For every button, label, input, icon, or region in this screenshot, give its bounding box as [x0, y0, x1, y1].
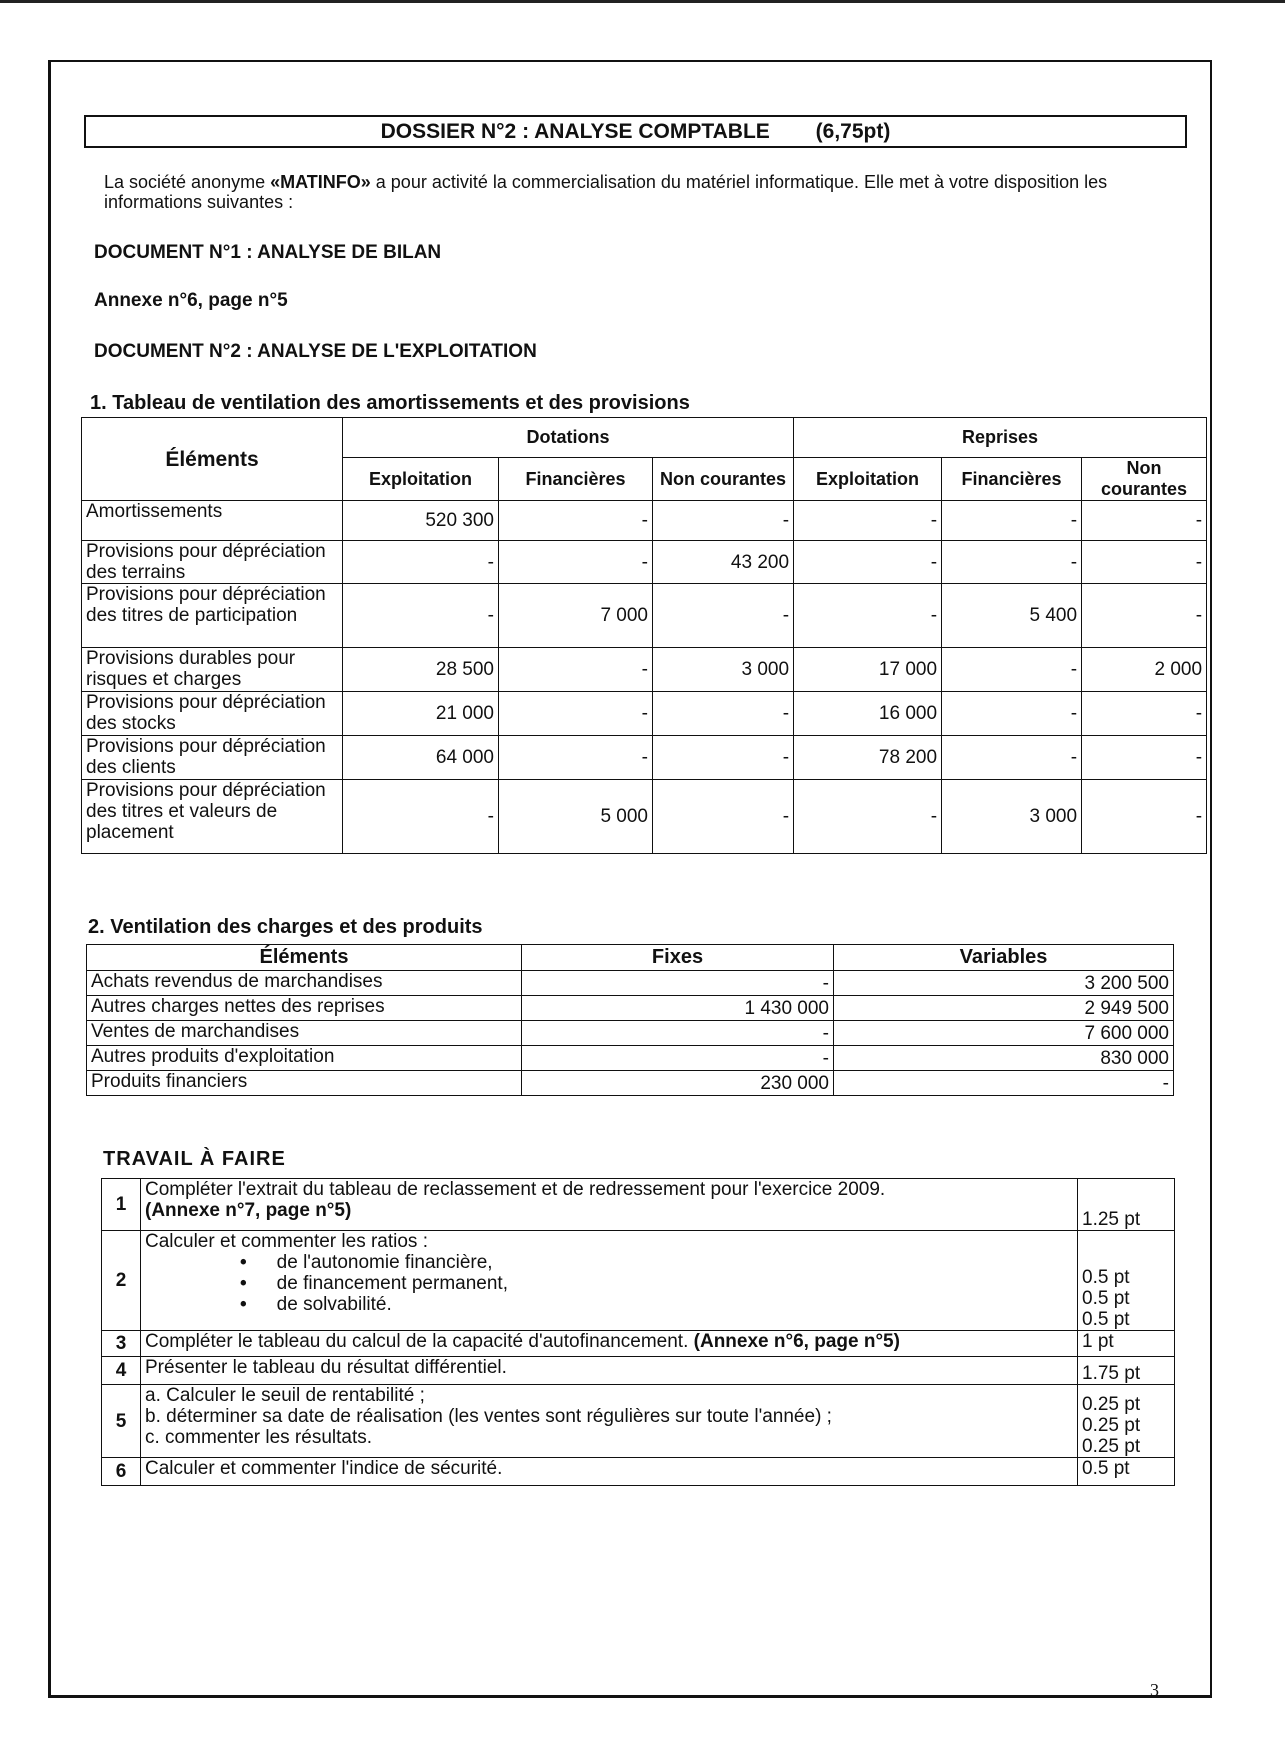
task-number: 5 [102, 1385, 141, 1458]
task-row [102, 1385, 1175, 1458]
task-text [141, 1331, 1078, 1357]
cell-fixes: - [522, 971, 834, 996]
intro-paragraph [104, 172, 1164, 212]
row-label: Provisions pour dépréciation des terrains [82, 541, 343, 584]
intro-text: La société anonyme [104, 172, 271, 192]
cell-value: 43 200 [653, 541, 794, 584]
ratio-item: • de financement permanent, [240, 1273, 1073, 1294]
points: 0.25 pt [1082, 1415, 1141, 1436]
row-label: Amortissements [82, 501, 343, 541]
task-number: 4 [102, 1357, 141, 1385]
cell-value: - [1082, 584, 1207, 648]
cell-value: - [653, 584, 794, 648]
cell-fixes: 1 430 000 [522, 996, 834, 1021]
task-text-main: Compléter l'extrait du tableau de reclassement et de redressement pour l'exercice 2009. [145, 1179, 886, 1200]
company-name: «MATINFO» [270, 172, 371, 192]
points: 0.25 pt [1082, 1394, 1141, 1415]
table-row [87, 1071, 1174, 1096]
task-points [1078, 1385, 1175, 1458]
task-text [141, 1231, 1078, 1331]
document-1-heading: DOCUMENT N°1 : ANALYSE DE BILAN [94, 242, 442, 263]
table-row [82, 692, 1207, 736]
subtask: a. Calculer le seuil de rentabilité ; [145, 1385, 425, 1406]
cell-value: 2 000 [1082, 648, 1207, 692]
col-variables: Variables [834, 945, 1174, 971]
dossier-title: DOSSIER N°2 : ANALYSE COMPTABLE [380, 120, 770, 143]
cell-value: - [794, 501, 942, 541]
amortissements-provisions-table [81, 417, 1207, 854]
table-row [82, 736, 1207, 780]
group-dotations: Dotations [343, 418, 794, 458]
cell-value: 3 000 [653, 648, 794, 692]
table-row [82, 780, 1207, 854]
cell-value: - [499, 736, 653, 780]
task-text [141, 1385, 1078, 1458]
row-label: Ventes de marchandises [87, 1021, 522, 1046]
task-number: 6 [102, 1458, 141, 1486]
subcol: Non courantes [653, 458, 794, 501]
annexe-reference: Annexe n°6, page n°5 [94, 290, 288, 311]
points: 0.25 pt [1082, 1436, 1141, 1457]
dossier-points: (6,75pt) [815, 120, 891, 143]
page-number: 3 [1150, 1680, 1159, 1700]
section-2-title: 2. Ventilation des charges et des produits [88, 916, 483, 938]
table-row [82, 584, 1207, 648]
subtask: c. commenter les résultats. [145, 1427, 373, 1448]
task-points [1078, 1231, 1175, 1331]
cell-value: - [653, 501, 794, 541]
table-row [82, 501, 1207, 541]
cell-value: - [499, 501, 653, 541]
task-points: 1 pt [1078, 1331, 1175, 1357]
row-label: Produits financiers [87, 1071, 522, 1096]
row-label: Provisions pour dépréciation des stocks [82, 692, 343, 736]
cell-value: 520 300 [343, 501, 499, 541]
task-number: 2 [102, 1231, 141, 1331]
document-2-heading: DOCUMENT N°2 : ANALYSE DE L'EXPLOITATION [94, 341, 537, 362]
cell-value: 7 000 [499, 584, 653, 648]
subcol: Financières [942, 458, 1082, 501]
task-text: Calculer et commenter l'indice de sécurité. [141, 1458, 1078, 1486]
cell-value: - [942, 648, 1082, 692]
subcol: Exploitation [343, 458, 499, 501]
cell-value: - [1082, 736, 1207, 780]
cell-value: 17 000 [794, 648, 942, 692]
cell-variables: 7 600 000 [834, 1021, 1174, 1046]
task-text-main: Compléter le tableau du calcul de la capacité d'autofinancement. [145, 1331, 694, 1352]
task-row [102, 1331, 1175, 1357]
dossier-header [84, 115, 1187, 148]
cell-fixes: 230 000 [522, 1071, 834, 1096]
cell-value: - [1082, 541, 1207, 584]
cell-value: 64 000 [343, 736, 499, 780]
task-points: 0.5 pt [1078, 1458, 1175, 1486]
cell-value: - [1082, 501, 1207, 541]
cell-value: - [794, 541, 942, 584]
points: 0.5 pt [1082, 1288, 1130, 1309]
task-number: 1 [102, 1179, 141, 1231]
task-annexe-ref: (Annexe n°7, page n°5) [145, 1200, 352, 1221]
scan-top-edge [0, 0, 1285, 3]
row-label: Provisions pour dépréciation des titres et valeurs de placement [82, 780, 343, 854]
ratio-item: • de solvabilité. [240, 1294, 1073, 1315]
travail-table [101, 1178, 1175, 1486]
task-row [102, 1231, 1175, 1331]
ratio-item: • de l'autonomie financière, [240, 1252, 1073, 1273]
cell-value: 5 000 [499, 780, 653, 854]
cell-value: 78 200 [794, 736, 942, 780]
col-elements: Éléments [87, 945, 522, 971]
cell-value: 28 500 [343, 648, 499, 692]
cell-value: - [653, 736, 794, 780]
row-label: Autres charges nettes des reprises [87, 996, 522, 1021]
task-text: Présenter le tableau du résultat différentiel. [141, 1357, 1078, 1385]
cell-value: - [653, 692, 794, 736]
travail-title: TRAVAIL À FAIRE [103, 1148, 286, 1170]
task-text-main: Calculer et commenter les ratios : [145, 1231, 428, 1252]
cell-value: - [499, 648, 653, 692]
row-label: Achats revendus de marchandises [87, 971, 522, 996]
cell-value: - [942, 736, 1082, 780]
charges-produits-table [86, 944, 1174, 1096]
task-row [102, 1458, 1175, 1486]
cell-variables: - [834, 1071, 1174, 1096]
cell-fixes: - [522, 1021, 834, 1046]
cell-value: - [794, 780, 942, 854]
task-points: 1.25 pt [1078, 1179, 1175, 1231]
cell-value: - [794, 584, 942, 648]
cell-value: 5 400 [942, 584, 1082, 648]
cell-value: - [653, 780, 794, 854]
cell-value: - [499, 541, 653, 584]
table-row [87, 1046, 1174, 1071]
cell-variables: 830 000 [834, 1046, 1174, 1071]
group-reprises: Reprises [794, 418, 1207, 458]
row-label: Provisions durables pour risques et charges [82, 648, 343, 692]
col-elements: Éléments [82, 418, 343, 501]
row-label: Provisions pour dépréciation des clients [82, 736, 343, 780]
cell-value: - [942, 501, 1082, 541]
task-row [102, 1179, 1175, 1231]
cell-value: 16 000 [794, 692, 942, 736]
table-row [87, 1021, 1174, 1046]
subcol: Financières [499, 458, 653, 501]
row-label: Autres produits d'exploitation [87, 1046, 522, 1071]
cell-value: - [1082, 692, 1207, 736]
table-row [87, 971, 1174, 996]
table-row [82, 541, 1207, 584]
cell-value: - [499, 692, 653, 736]
cell-value: 21 000 [343, 692, 499, 736]
cell-value: - [343, 584, 499, 648]
cell-variables: 3 200 500 [834, 971, 1174, 996]
task-row [102, 1357, 1175, 1385]
row-label: Provisions pour dépréciation des titres de participation [82, 584, 343, 648]
col-fixes: Fixes [522, 945, 834, 971]
task-annexe-ref: (Annexe n°6, page n°5) [693, 1331, 900, 1352]
cell-value: - [343, 780, 499, 854]
cell-value: - [343, 541, 499, 584]
table-row [87, 996, 1174, 1021]
task-number: 3 [102, 1331, 141, 1357]
intro-text-rest: a pour activité la commercialisation du matériel informatique. Elle met à votre disposition les informations suivantes : [104, 172, 1108, 212]
table-row [82, 648, 1207, 692]
subcol: Non courantes [1082, 458, 1207, 501]
points: 0.5 pt [1082, 1309, 1130, 1330]
cell-value: - [942, 692, 1082, 736]
cell-fixes: - [522, 1046, 834, 1071]
cell-value: 3 000 [942, 780, 1082, 854]
task-points: 1.75 pt [1078, 1357, 1175, 1385]
section-1-title: 1. Tableau de ventilation des amortissements et des provisions [90, 392, 690, 414]
cell-value: - [1082, 780, 1207, 854]
task-text [141, 1179, 1078, 1231]
cell-variables: 2 949 500 [834, 996, 1174, 1021]
subcol: Exploitation [794, 458, 942, 501]
subtask: b. déterminer sa date de réalisation (les ventes sont régulières sur toute l'année) ; [145, 1406, 832, 1427]
points: 0.5 pt [1082, 1267, 1130, 1288]
cell-value: - [942, 541, 1082, 584]
